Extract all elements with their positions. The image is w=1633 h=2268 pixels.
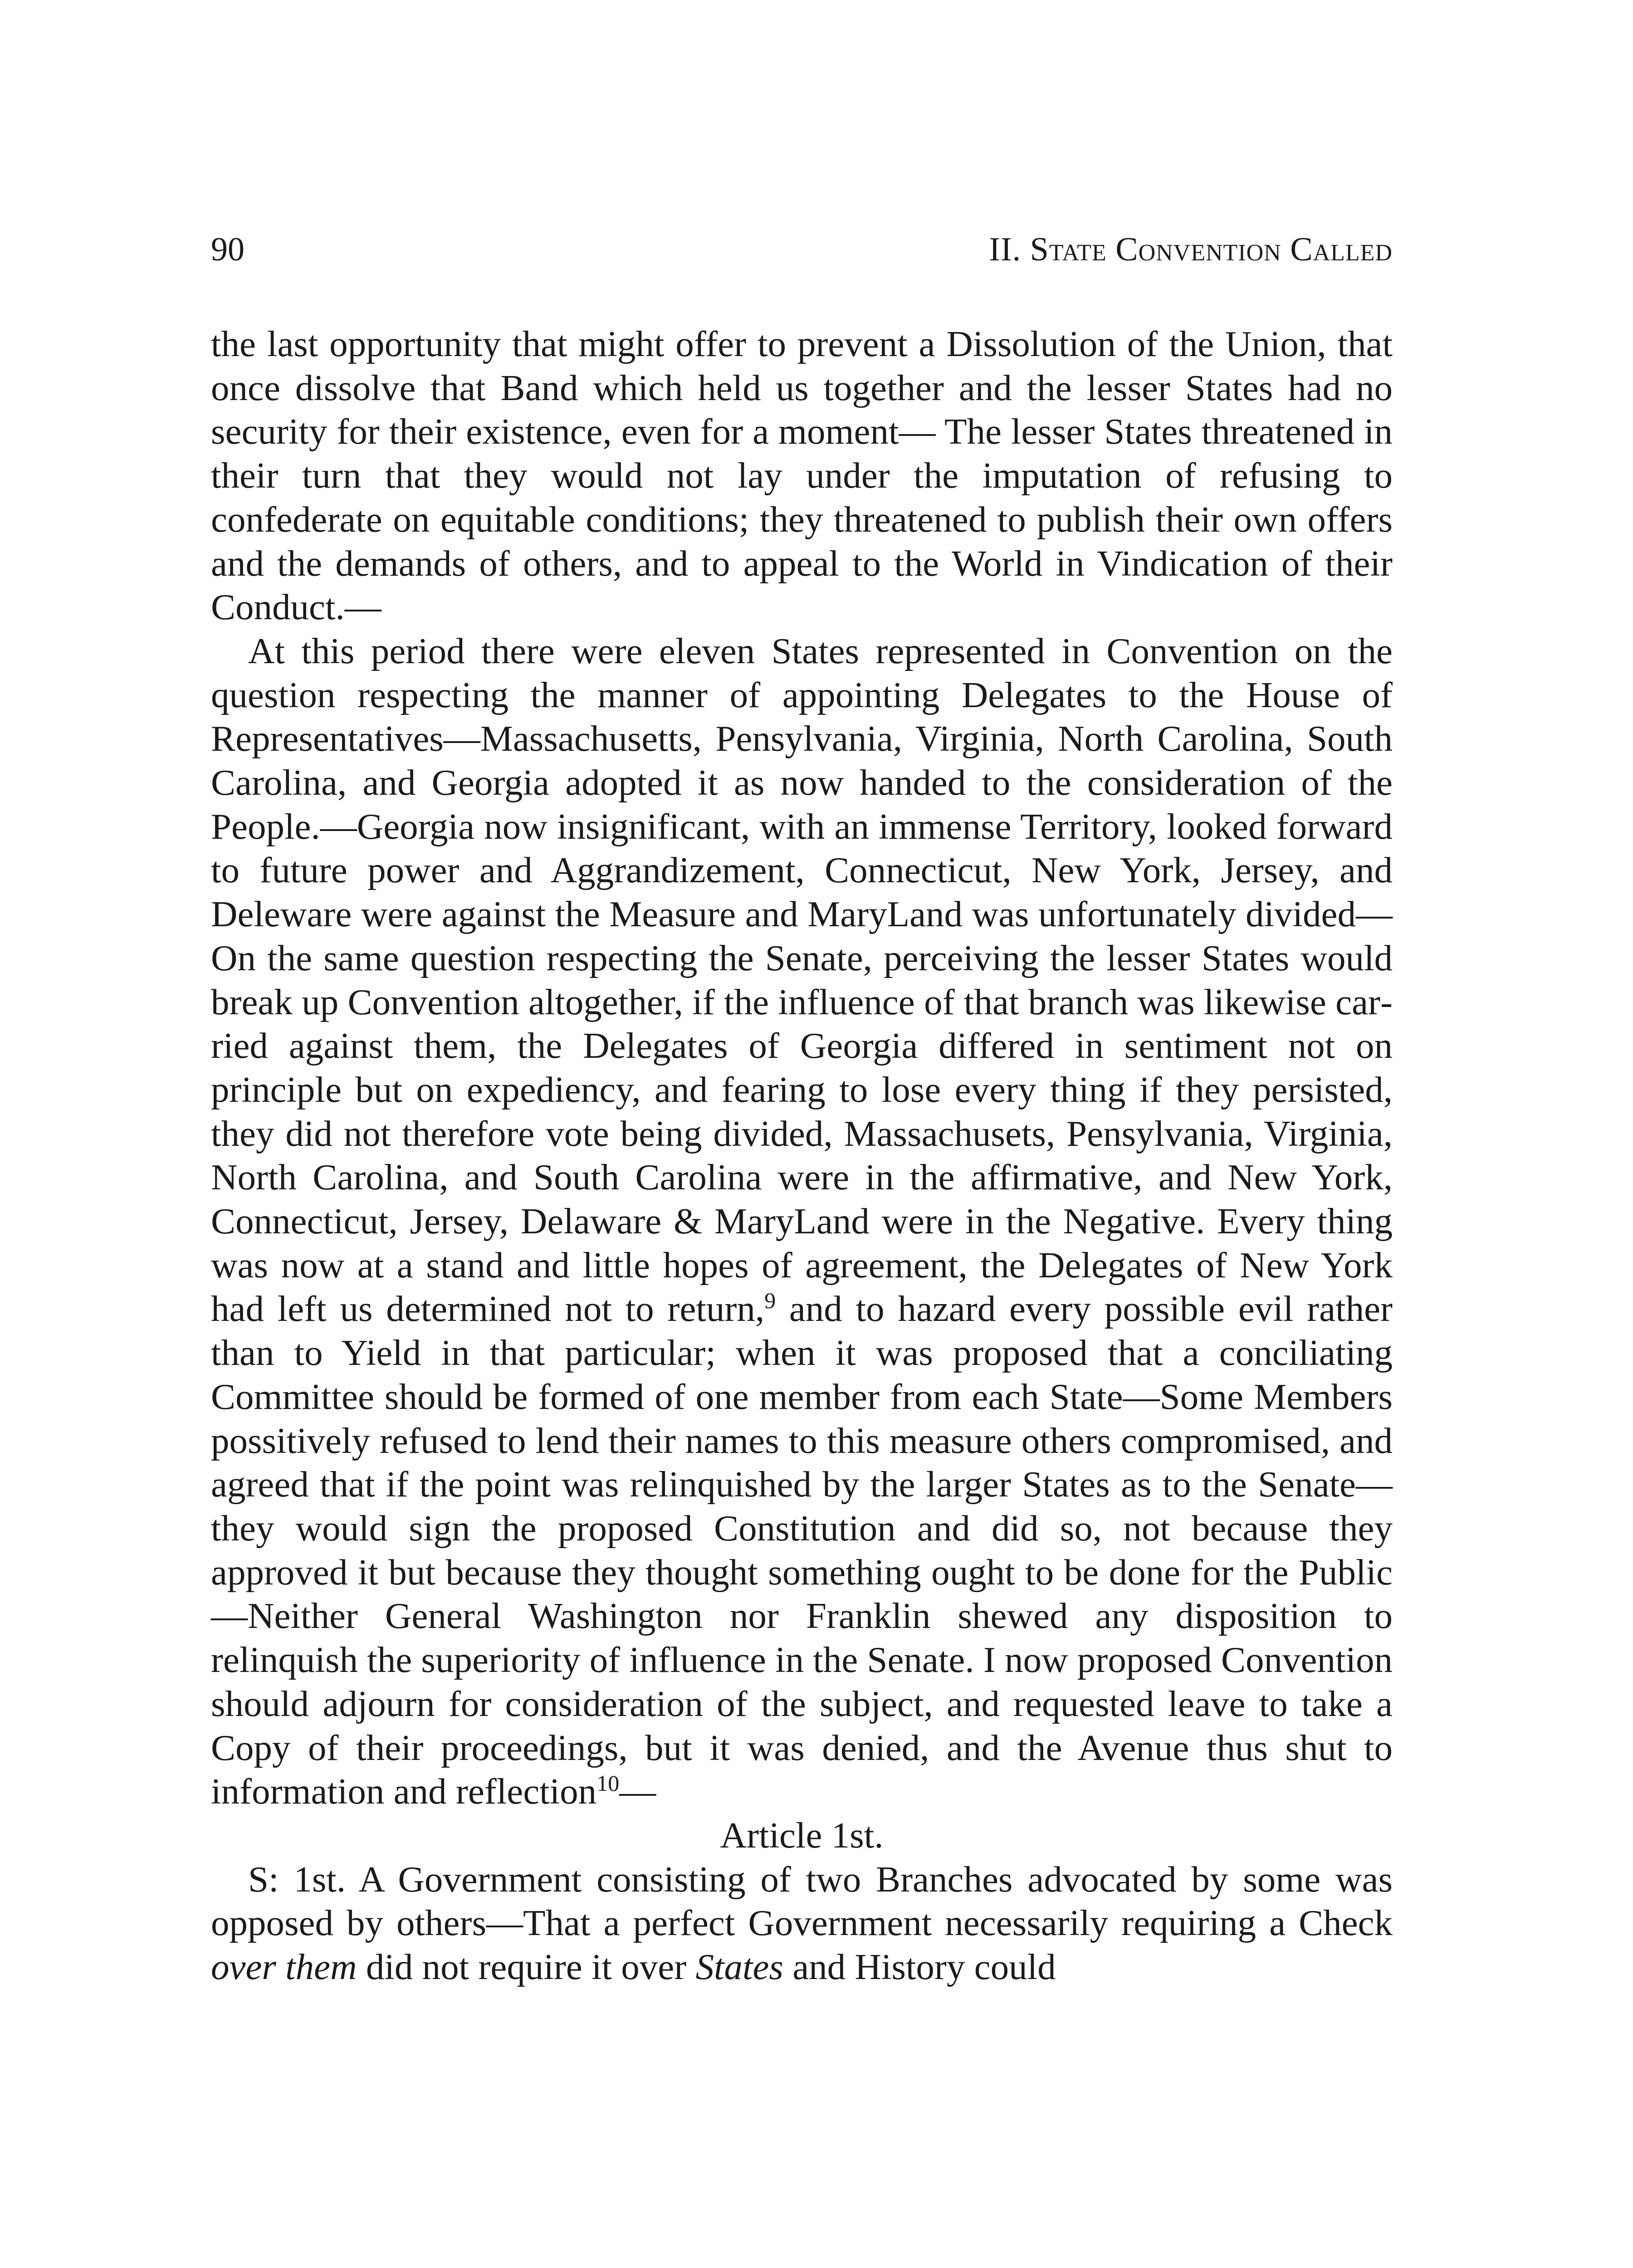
page-number: 90 [211, 231, 244, 268]
body-text [211, 322, 1393, 1989]
paragraph-3-italic-a: over them [211, 1946, 357, 1988]
paragraph-2-text-c: — [619, 1771, 656, 1812]
paragraph-3-text-a: S: 1st. A Government consisting of two Branches advocated by some was opposed by others—That a perfect Government necessarily requiring a Check [211, 1858, 1393, 1944]
paragraph-3 [211, 1857, 1393, 1989]
running-head [211, 227, 1393, 272]
document-page [211, 227, 1393, 1989]
running-title: II. State Convention Called [989, 231, 1393, 268]
section-heading: Article 1st. [720, 1814, 884, 1856]
paragraph-3-text-b: did not require it over [357, 1946, 696, 1988]
paragraph-3-text-c: and History could [783, 1946, 1056, 1988]
paragraph-3-italic-b: States [695, 1946, 783, 1988]
paragraph-2 [211, 629, 1393, 1813]
footnote-marker-10: 10 [596, 1770, 620, 1796]
paragraph-2-text-a: At this period there were eleven States represented in Convention on the question respecting the manner of appointing Delegates to the House of Representatives—Massachusetts, Pensylvania, Virginia, North Carolina, South Carolina, and Georgia adopted it as now handed to the consideration of the People.—Georgia now insignificant, with an immense Territory, looked forward to future power and Aggrandizement, Connecticut, New York, Jersey, and Deleware were against the Measure and MaryLand was unfortunately divided—On the same question respecting the Senate, perceiving the lesser States would break up Convention altogether, if the influence of that branch was likewise carried against them, the Delegates of Georgia differed in sentiment not on principle but on expediency, and fearing to lose every thing if they persisted, they did not therefore vote being divided, Massachusets, Pensylvania, Virginia, North Carolina, and South Carolina were in the affirmative, and New York, Connecticut, Jersey, Delaware & MaryLand were in the Negative. Every thing was now at a stand and little hopes of agreement, the Delegates of New York had left us determined not to return, [211, 630, 1393, 1330]
paragraph-1: the last opportunity that might offer to prevent a Dissolution of the Union, that once dissolve that Band which held us together and the lesser States had no security for their existence, even for a moment— The lesser States threatened in their turn that they would not lay under the imputation of refusing to confederate on equitable conditions; they threatened to publish their own offers and the demands of others, and to appeal to the World in Vindication of their Conduct.— [211, 323, 1393, 628]
footnote-marker-9: 9 [764, 1288, 776, 1314]
paragraph-2-text-b: and to hazard every possible evil rather than to Yield in that particular; when it was proposed that a conciliating Committee should be formed of one member from each State—Some Members possitively refused to lend their names to this measure others compromised, and agreed that if the point was relinquished by the larger States as to the Senate—they would sign the proposed Constitution and did so, not because they approved it but because they thought something ought to be done for the Public—Neither General Washington nor Franklin shewed any disposition to relinquish the superiority of influence in the Senate. I now proposed Convention should adjourn for consideration of the subject, and requested leave to take a Copy of their proceedings, but it was denied, and the Avenue thus shut to information and reflection [211, 1288, 1393, 1812]
